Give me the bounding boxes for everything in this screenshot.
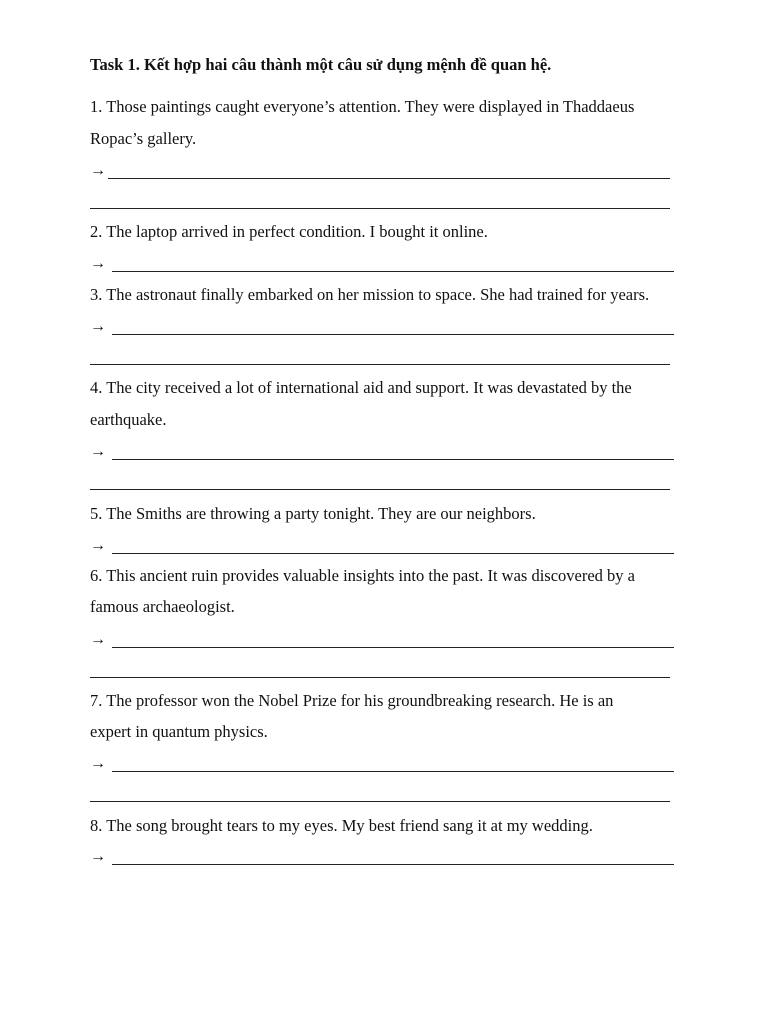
question-6-text-cont: famous archaeologist. [90,597,235,616]
answer-rule [112,334,674,335]
answer-line-6[interactable] [90,631,674,651]
question-2-text: 2. The laptop arrived in perfect condition. I bought it online. [90,222,488,241]
arrow-icon: → [90,848,106,865]
answer-rule [90,489,670,490]
question-1-text-cont: Ropac’s gallery. [90,129,197,148]
question-5-text: 5. The Smiths are throwing a party tonight. They are our neighbors. [90,504,536,523]
answer-rule [108,178,670,179]
answer-line-2[interactable] [90,255,674,275]
answer-line-7[interactable] [90,755,674,775]
arrow-icon: → [90,443,106,460]
answer-line-4-extra[interactable] [90,473,670,493]
answer-line-7-extra[interactable] [90,785,670,805]
question-4-text: 4. The city received a lot of international aid and support. It was devastated by the [90,378,632,397]
answer-rule [112,864,674,865]
question-8-text: 8. The song brought tears to my eyes. My best friend sang it at my wedding. [90,816,593,835]
answer-rule [112,771,674,772]
question-1-text: 1. Those paintings caught everyone’s attention. They were displayed in Thaddaeus [90,97,635,116]
question-6-text: 6. This ancient ruin provides valuable insights into the past. It was discovered by a [90,566,635,585]
question-7-text: 7. The professor won the Nobel Prize for his groundbreaking research. He is an [90,691,614,710]
answer-line-3[interactable] [90,318,674,338]
answer-rule [90,364,670,365]
answer-line-4[interactable] [90,443,674,463]
arrow-icon: → [90,255,106,272]
answer-line-3-extra[interactable] [90,348,670,368]
question-3-text: 3. The astronaut finally embarked on her mission to space. She had trained for years. [90,285,650,304]
answer-line-1[interactable] [90,162,670,182]
answer-line-6-extra[interactable] [90,661,670,681]
answer-rule [90,208,670,209]
arrow-icon: → [90,318,106,335]
arrow-icon: → [90,631,106,648]
answer-rule [90,677,670,678]
answer-rule [112,553,674,554]
arrow-icon: → [90,755,106,772]
task-title: Task 1. Kết hợp hai câu thành một câu sử dụng mệnh đề quan hệ. [90,55,552,74]
answer-line-5[interactable] [90,537,674,557]
question-4-text-cont: earthquake. [90,410,167,429]
answer-rule [90,801,670,802]
question-7-text-cont: expert in quantum physics. [90,722,268,741]
answer-line-1-extra[interactable] [90,192,670,212]
answer-rule [112,271,674,272]
arrow-icon: → [90,537,106,554]
answer-rule [112,647,674,648]
answer-rule [112,459,674,460]
answer-line-8[interactable] [90,848,674,868]
arrow-icon: → [90,162,106,179]
